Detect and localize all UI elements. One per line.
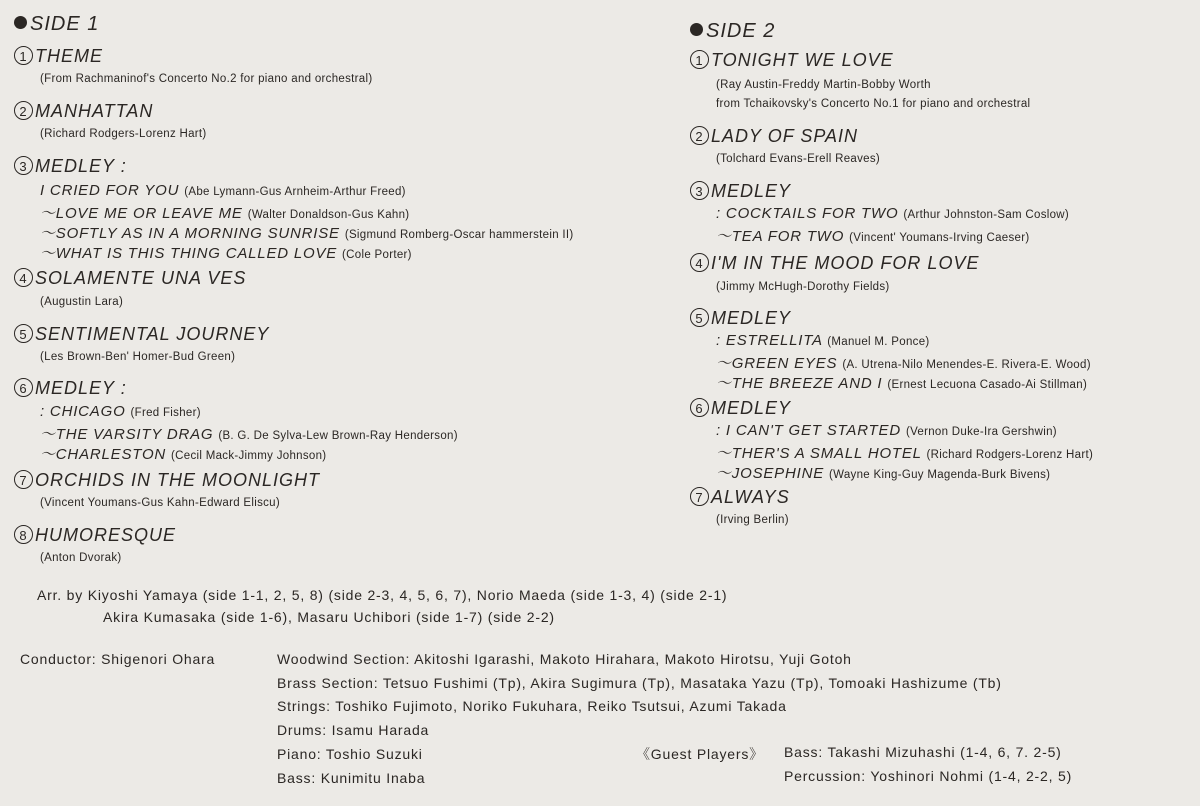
- bass: Bass: Kunimitu Inaba: [277, 770, 426, 786]
- side1-track-3-title: 3 MEDLEY :: [14, 156, 127, 177]
- side2-track-4-title: 4 I'M IN THE MOOD FOR LOVE: [690, 253, 979, 274]
- side1-track-1-title: 1 THEME: [14, 46, 103, 67]
- conductor: Conductor: Shigenori Ohara: [20, 651, 216, 667]
- side2-track-5-sub-3: ～THE BREEZE AND I (Ernest Lecuona Casado-Ai Stillman): [716, 375, 1088, 392]
- side2-track-3-sub-2: ～TEA FOR TWO (Vincent' Youmans-Irving Caeser): [716, 228, 1030, 245]
- guest-percussion: Percussion: Yoshinori Nohmi (1-4, 2-2, 5): [784, 768, 1073, 784]
- side1-track-5-credit: (Les Brown-Ben' Homer-Bud Green): [40, 351, 236, 363]
- side1-track-8-credit: (Anton Dvorak): [40, 552, 122, 564]
- side2-track-7-credit: (Irving Berlin): [716, 514, 789, 526]
- strings-section: Strings: Toshiko Fujimoto, Noriko Fukuhara, Reiko Tsutsui, Azumi Takada: [277, 698, 787, 714]
- side1-track-7-credit: (Vincent Youmans-Gus Kahn-Edward Eliscu): [40, 497, 280, 509]
- side2-track-6-sub-3: ～JOSEPHINE (Wayne King-Guy Magenda-Burk Bivens): [716, 465, 1051, 482]
- side1-track-7-title: 7 ORCHIDS IN THE MOONLIGHT: [14, 470, 320, 491]
- side2-track-6-title: 6 MEDLEY: [690, 398, 791, 419]
- side2-track-1-title: 1 TONIGHT WE LOVE: [690, 50, 894, 71]
- side2-track-2-credit: (Tolchard Evans-Erell Reaves): [716, 153, 881, 165]
- side1-track-4-title: 4 SOLAMENTE UNA VES: [14, 268, 246, 289]
- side1-track-1-credit: (From Rachmaninof's Concerto No.2 for piano and orchestral): [40, 73, 373, 85]
- piano: Piano: Toshio Suzuki: [277, 746, 423, 762]
- side2-track-7-title: 7 ALWAYS: [690, 487, 790, 508]
- guest-bass: Bass: Takashi Mizuhashi (1-4, 6, 7. 2-5): [784, 744, 1062, 760]
- side2-track-1-credit: (Ray Austin-Freddy Martin-Bobby Worth: [716, 79, 931, 91]
- side1-heading: SIDE 1: [14, 13, 99, 36]
- side1-track-3-sub-1: I CRIED FOR YOU (Abe Lymann-Gus Arnheim-Arthur Freed): [40, 182, 406, 199]
- side2-track-4-credit: (Jimmy McHugh-Dorothy Fields): [716, 281, 890, 293]
- side2-track-6-sub-1: : I CAN'T GET STARTED (Vernon Duke-Ira Gershwin): [716, 422, 1057, 439]
- side2-track-3-sub-1: : COCKTAILS FOR TWO (Arthur Johnston-Sam Coslow): [716, 205, 1070, 222]
- side2-track-5-sub-1: : ESTRELLITA (Manuel M. Ponce): [716, 332, 930, 349]
- bullet-icon: [690, 23, 703, 36]
- bullet-icon: [14, 16, 27, 29]
- side1-track-6-sub-2: ～THE VARSITY DRAG (B. G. De Sylva-Lew Brown-Ray Henderson): [40, 426, 458, 443]
- side2-track-6-sub-2: ～THER'S A SMALL HOTEL (Richard Rodgers-Lorenz Hart): [716, 445, 1094, 462]
- side2-track-3-title: 3 MEDLEY: [690, 181, 791, 202]
- side2-track-5-sub-2: ～GREEN EYES (A. Utrena-Nilo Menendes-E. Rivera-E. Wood): [716, 355, 1091, 372]
- side1-track-6-title: 6 MEDLEY :: [14, 378, 127, 399]
- side1-track-2-credit: (Richard Rodgers-Lorenz Hart): [40, 128, 207, 140]
- side1-track-5-title: 5 SENTIMENTAL JOURNEY: [14, 324, 269, 345]
- woodwind-section: Woodwind Section: Akitoshi Igarashi, Makoto Hirahara, Makoto Hirotsu, Yuji Gotoh: [277, 651, 852, 667]
- arranger-line-2: Akira Kumasaka (side 1-6), Masaru Uchibori (side 1-7) (side 2-2): [103, 609, 555, 625]
- side2-track-1-credit-2: from Tchaikovsky's Concerto No.1 for piano and orchestral: [716, 98, 1031, 110]
- side1-track-6-sub-3: ～CHARLESTON (Cecil Mack-Jimmy Johnson): [40, 446, 327, 463]
- brass-section: Brass Section: Tetsuo Fushimi (Tp), Akira Sugimura (Tp), Masataka Yazu (Tp), Tomoaki Hashizume (Tb): [277, 675, 1002, 691]
- side2-track-2-title: 2 LADY OF SPAIN: [690, 126, 858, 147]
- side1-track-8-title: 8 HUMORESQUE: [14, 525, 176, 546]
- guest-players-label: 《Guest Players》: [636, 746, 764, 762]
- side2-heading: SIDE 2: [690, 20, 775, 43]
- side1-track-2-title: 2 MANHATTAN: [14, 101, 153, 122]
- drums: Drums: Isamu Harada: [277, 722, 430, 738]
- side2-track-5-title: 5 MEDLEY: [690, 308, 791, 329]
- side1-track-4-credit: (Augustin Lara): [40, 296, 124, 308]
- arranger-line-1: Arr. by Kiyoshi Yamaya (side 1-1, 2, 5, 8) (side 2-3, 4, 5, 6, 7), Norio Maeda (side 1-3, 4) (side 2-1): [37, 587, 728, 603]
- side1-track-6-sub-1: : CHICAGO (Fred Fisher): [40, 403, 201, 420]
- side1-track-3-sub-2: ～LOVE ME OR LEAVE ME (Walter Donaldson-Gus Kahn): [40, 205, 410, 222]
- side1-track-3-sub-4: ～WHAT IS THIS THING CALLED LOVE (Cole Porter): [40, 245, 412, 262]
- side1-track-3-sub-3: ～SOFTLY AS IN A MORNING SUNRISE (Sigmund Romberg-Oscar hammerstein II): [40, 225, 574, 242]
